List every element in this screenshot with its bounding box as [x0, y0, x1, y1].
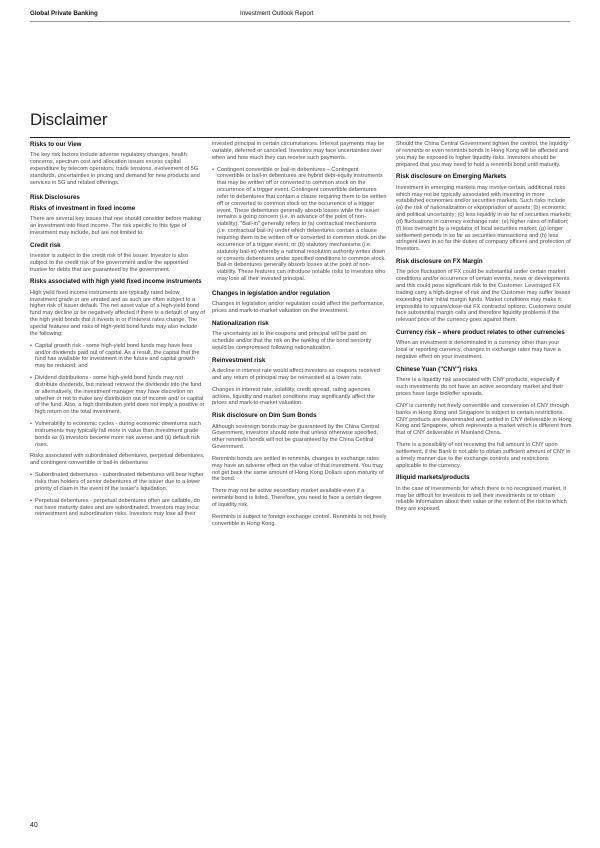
paragraph-credit-risk: Investor is subject to the credit risk of the issuer. Investor is also subject to the credit risk of the government and/or the appointed trustee for debts that are guaranteed by the government.: [30, 252, 189, 273]
bullet-economic-cycles: [30, 421, 205, 448]
heading-risks-to-our-view: Risks to our View: [30, 141, 82, 148]
heading-high-yield: Risks associated with high yield fixed income instruments: [30, 278, 202, 286]
paragraph-changes-interest-rate: Changes in interest rate, volatility, credit spread, rating agencies actions, liquidity and market conditions may significantly affect the prices and mark-to-market valuation.: [212, 386, 375, 407]
heading-risk-disclosures: Risk Disclosures: [30, 193, 80, 201]
paragraph-reinvestment: A decline in interest rate would affect investors as coupons received and any return of principal may be reinvested at a lower rate.: [212, 367, 380, 381]
bullet-subordinated-debentures: [30, 472, 205, 493]
paragraph-illiquid-markets: In the case of investments for which there is no recognised market, it may be difficult for investors to sell their investments or to obtain reliable information about their value or the extent of the risk to which they are exposed.: [396, 485, 567, 513]
paragraph-currency-risk: When an investment is denominated in a currency other than your local or reporting currency, changes in exchange rates may have a negative effect on your investment.: [396, 340, 561, 361]
paragraph-secondary-market: There may not be active secondary market available even if a renminbi bond is listed. Therefore, you need to face a certain degree of liquidity risk.: [212, 488, 382, 508]
paragraph-emerging-markets: Investment in emerging markets may involve certain, additional risks which may not be typically associated with investing in more established economies and/or securities markets. Such risks include (a) the risk of nationalization or expropriation of assets; (b) economic and political uncertainty; (c) less liquidity in so far of securities markets; (d) fluctuations in currency exchange rate; (e) higher rates of inflation; (f) less oversight by a regulator of local securities market; (g) longer settlement periods in so far as securities transactions and (h) less stringent laws in so far the duties of company officers and protection of Investors.: [396, 184, 572, 253]
paragraph-legislation: Changes in legislation and/or regulation could affect the performance, prices and mark-to-market valuation on the investment.: [212, 301, 385, 315]
column-left: [30, 141, 205, 523]
title-divider: [30, 137, 570, 138]
paragraph-central-government: Should the China Central Government tighten the control, the liquidity of renminbi or even renminbi bonds in Hong Kong will be affected and you may be exposed to higher liquidity risks. Investors should be prepared that you may need to hold a renminbi bond until maturity.: [396, 141, 569, 168]
column-right: [396, 141, 572, 518]
bullet-dot-icon: •: [30, 472, 32, 479]
paragraph-invested-principal: invested principal in certain circumstances. Interest payments may be variable, deferred or canceled. Investors may face uncertainties over when and how much they can receive such payments.: [212, 141, 385, 161]
paragraph-cny-settlement: There is a possibility of not receiving the full amount in CNY upon settlement, if the Bank is not able to obtain sufficient amount of CNY in a timely manner due to the exchange controls and restrictions applicable to the currency.: [396, 442, 571, 469]
bullet-dot-icon: •: [30, 421, 32, 428]
heading-reinvestment: Reinvestment risk: [212, 356, 266, 364]
heading-credit-risk: Credit risk: [30, 241, 61, 249]
heading-cny-risks: Chinese Yuan ("CNY") risks: [396, 365, 478, 373]
heading-currency-risk: Currency risk – where product relates to other currencies: [396, 329, 565, 337]
bullet-text: Perpetual debentures - perpetual debentures often are callable, do not have maturity dates and are subordinated. Investors may incur reinvestment and subordination risks. Investors may lose all their: [35, 497, 200, 518]
bullet-dot-icon: •: [30, 375, 32, 382]
header-report-label: Investment Outlook Report: [240, 10, 314, 17]
header-section-label: Global Private Banking: [30, 10, 98, 17]
heading-legislation: Changes in legislation and/or regulation: [212, 289, 330, 297]
paragraph-fx-margin: The price fluctuation of FX could be substantial under certain market conditions and/or occurrence of certain events, news or developments and this could pose significant risk to the Customer. Leveraged FX trading carry a high degree of risk and the Customer may suffer losses exceeding their initial margin funds. Market conditions may make it impossible to square/close-out FX contracts/ options. Customers could face substantial margin calls and therefore liquidity problems if the relevant price of the currency goes against them.: [396, 269, 571, 324]
bullet-text: Capital growth risk - some high-yield bond funds may have fees and/or dividends paid out of capital. As a result, the capital that the fund has available for investment in the future and capital growth may be reduced; and: [35, 342, 200, 370]
bullet-text: Subordinated debentures - subordinated debentures will bear higher risks than holders of senior debentures of the issuer due to a lower priority of claim in the event of the issuer's liquidation.: [35, 472, 204, 492]
header-divider: [30, 21, 570, 22]
paragraph-nationalization: The uncertainty as to the coupons and principal will be paid on schedule and/or that the risk on the ranking of the bond seniority would be compromised following nationalization.: [212, 331, 372, 351]
paragraph-dim-sum-bonds: Although sovereign bonds may be guaranteed by the China Central Government, investors should note that unless otherwise specified, other renminbi bonds will not be guaranteed by the China Central Government.: [212, 423, 379, 451]
bullet-contingent-convertible: [212, 167, 387, 283]
bullet-text: Contingent convertible or bail-in debentures – Contingent convertible or bail-in debentures are hybrid debt-equity instruments that may be written off or converted to common stock on the occurrence of a trigger event. Contingent convertible debentures refer to debentures that contain a clause requiring them to be written off or converted to common stock on the occurrence of a trigger event. These debentures generally absorb losses while the issuer remains a going concern (i.e. in advance of the point of non-viability). "Bail-in" generally refers to (a) contractual mechanisms (i.e. contractual bail-in) under which debentures contain a clause requiring them to be written off or converted to common stock on the occurrence of a trigger event, or (b) statutory mechanisms (i.e. statutory bail-in) whereby a national resolution authority writes down or converts debentures under specified conditions to common stock. Bail-in debentures generally absorb losses at the point of non-viability. These features can introduce notable risks to investors who may lose all their invested principal.: [217, 166, 387, 283]
paragraph-cny-convertible: CNY is currently not freely convertible and conversion of CNY through banks in Hong Kong and Singapore is subject to certain restrictions. CNY products are denominated and settled in CNY deliverable in Hong Kong and Singapore, which represents a market which is different from that of CNY deliverable in Mainland China.: [396, 402, 572, 437]
column-middle: [212, 141, 387, 532]
paragraph-renminbi-settlement: Renminbi bonds are settled in renminbi, changes in exchange rates may have an adverse effect on the value of that investment. You may not get back the same amount of Hong Kong Dollars upon maturity of the bond.: [212, 455, 384, 483]
page-title: Disclaimer: [30, 110, 108, 129]
paragraph-high-yield: High yield fixed income instruments are typically rated below investment grade or are unrated and as such are often subject to a higher risk of issuer default. The net asset value of a high-yield bond fund may decline or be negatively affected if there is a default of any of the high yield bonds that it invests in or if interest rates change. The special features and risks of high-yield bond funds may also include the following:: [30, 289, 205, 337]
bullet-text: Dividend distributions - some high-yield bond funds may not distribute dividends, but instead reinvest the dividends into the fund or alternatively, the investment manager may have discretion on whether or not to make any distribution out of income and/ or capital of the fund. Also, a high distribution yield does not imply a positive or high return on the total investment.: [35, 375, 205, 416]
paragraph-exchange-control: Renminbi is subject to foreign exchange control. Renminbi is not freely convertible in Hong Kong.: [212, 513, 387, 527]
heading-fx-margin: Risk disclosure on FX Margin: [396, 258, 483, 266]
bullet-capital-growth: [30, 343, 205, 370]
heading-dim-sum-bonds: Risk disclosure on Dim Sum Bonds: [212, 412, 317, 420]
bullet-text: Vulnerability to economic cycles - during economic downturns such instruments may typically fall more in value than investment grade bonds as (i) investors become more risk averse and (ii) default risk rises.: [35, 421, 201, 448]
heading-nationalization: Nationalization risk: [212, 319, 269, 327]
heading-fixed-income: Risks of investment in fixed income: [30, 204, 136, 212]
heading-illiquid-markets: Illiquid markets/products: [396, 474, 470, 482]
paragraph-cny-liquidity: There is a liquidity risk associated with CNY products, especially if such investments do not have an active secondary market and their prices have large bid/offer spreads.: [396, 377, 564, 397]
paragraph-fixed-income: There are several key issues that one should consider before making an investment into fixed income. The risk specific to this type of investment may include, but are not limited to:: [30, 216, 202, 236]
page-header: [30, 10, 570, 17]
bullet-dot-icon: •: [30, 342, 32, 349]
bullet-perpetual-debentures: [30, 498, 205, 519]
page-number: 40: [30, 822, 38, 829]
paragraph-subordinated: Risks associated with subordinated debentures, perpetual debentures, and contingent convertible or bail-in debentures: [30, 453, 205, 467]
bullet-dot-icon: •: [212, 166, 214, 173]
bullet-dot-icon: •: [30, 497, 32, 504]
bullet-dividend-distributions: [30, 375, 205, 416]
heading-emerging-markets: Risk disclosure on Emerging Markets: [396, 173, 507, 181]
paragraph-risks-to-our-view: The key risk factors include adverse regulatory changes, health concerns, spectrum cost and allocation issues excess capital expenditure by telecom operators, trade tensions, evolvement of 5G standards, uncertainties in pricing and demand for new products and services in 5G and related offerings.: [30, 152, 200, 186]
